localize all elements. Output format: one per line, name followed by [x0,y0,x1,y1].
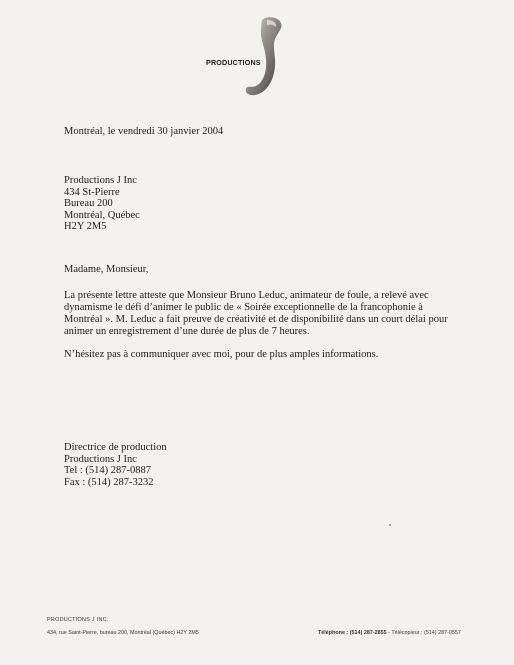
recipient-address [64,175,140,233]
logo-j-icon [242,14,292,100]
footer-address: 434, rue Saint-Pierre, bureau 200, Montréal (Québec) H2Y 2M5 [47,630,199,636]
footer-company: PRODUCTIONS J INC. [47,617,109,623]
signature-line: Fax : (514) 287-3232 [64,476,154,488]
recipient-line: H2Y 2M5 [64,221,107,233]
paper-speck [389,524,391,526]
recipient-line: Montréal, Québec [64,209,140,221]
signature-block [64,442,167,488]
recipient-line: Productions J Inc [64,175,137,186]
logo-wordmark: PRODUCTIONS [206,58,261,67]
footer-telephone: Téléphone : (514) 287-2855 [318,630,387,636]
recipient-line: 434 St-Pierre [64,186,120,198]
body-line: dynamisme le défi d’animer le public de « Soirée exceptionnelle de la francophonie à [64,302,423,313]
body-line: animer un enregistrement d’une durée de plus de 7 heures. [64,326,310,337]
body-paragraph [64,290,448,338]
salutation: Madame, Monsieur, [64,264,149,275]
body-line: La présente lettre atteste que Monsieur Bruno Leduc, animateur de foule, a relevé avec [64,290,429,301]
closing-paragraph: N’hésitez pas à communiquer avec moi, pour de plus amples informations. [64,349,379,360]
footer-fax: Télécopieur : (514) 287-0557 [391,630,461,636]
footer-separator: - [388,630,390,636]
footer-contact [318,630,461,636]
signature-line: Tel : (514) 287-0887 [64,465,152,477]
recipient-line: Bureau 200 [64,198,113,210]
signature-line: Productions J Inc [64,453,137,465]
date-line: Montréal, le vendredi 30 janvier 2004 [64,126,224,137]
body-line: Montréal ». M. Leduc a fait preuve de créativité et de disponibilité dans un court délai pour [64,314,448,325]
signature-line: Directrice de production [64,442,167,453]
